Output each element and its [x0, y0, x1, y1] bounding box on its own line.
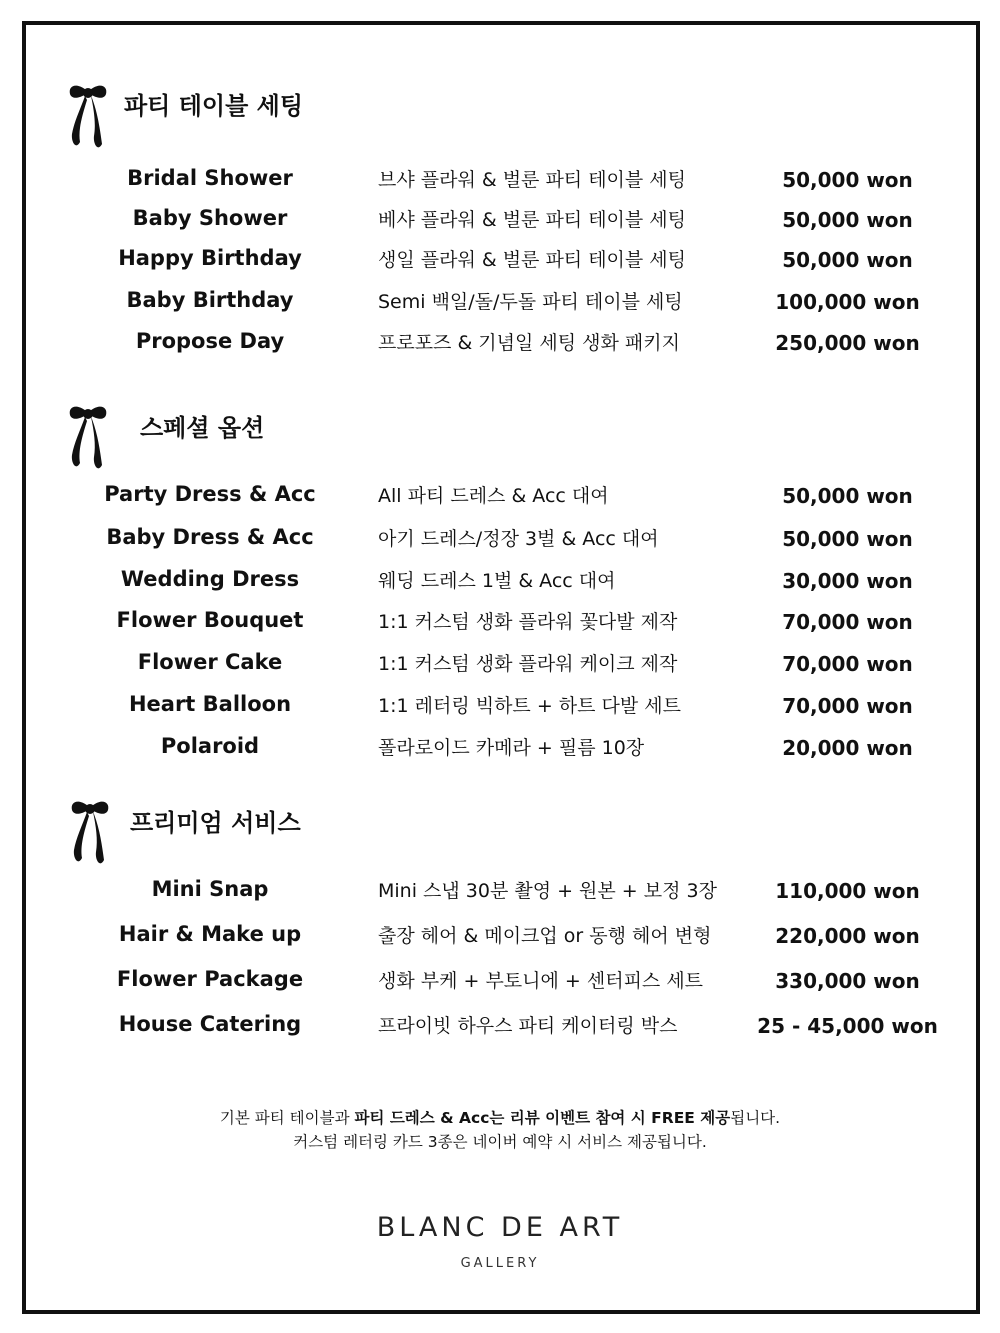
item-price: 330,000 won [775, 969, 920, 993]
item-name: Bridal Shower [127, 166, 293, 190]
item-price: 25 - 45,000 won [757, 1014, 938, 1038]
menu-row [0, 605, 1000, 645]
menu-row [0, 647, 1000, 687]
item-desc: 1:1 레터링 빅하트 + 하트 다발 세트 [378, 695, 681, 717]
menu-row [0, 689, 1000, 729]
item-desc: 1:1 커스텀 생화 플라워 케이크 제작 [378, 653, 678, 675]
item-price: 20,000 won [782, 736, 913, 760]
section-title: 프리미엄 서비스 [130, 809, 301, 837]
menu-row [0, 326, 1000, 366]
menu-row [0, 285, 1000, 325]
item-name: Heart Balloon [128, 692, 292, 716]
item-desc: 생화 부케 + 부토니에 + 센터피스 세트 [378, 970, 704, 992]
menu-row [0, 1009, 1000, 1049]
section-title: 파티 테이블 세팅 [124, 92, 303, 120]
item-name: Hair & Make up [118, 922, 302, 946]
ribbon-bow-icon [66, 403, 110, 473]
item-price: 220,000 won [775, 924, 920, 948]
item-price: 70,000 won [782, 610, 913, 634]
menu-row [0, 964, 1000, 1004]
item-name: Happy Birthday [118, 246, 302, 270]
item-desc: Mini 스냅 30분 촬영 + 원본 + 보정 3장 [378, 880, 717, 902]
menu-row [0, 522, 1000, 562]
note-line-2: 커스텀 레터링 카드 3종은 네이버 예약 시 서비스 제공됩니다. [293, 1133, 707, 1151]
brand-subtitle: GALLERY [460, 1256, 540, 1271]
item-name: Mini Snap [151, 877, 269, 901]
item-desc: 웨딩 드레스 1벌 & Acc 대여 [378, 570, 616, 592]
item-price: 50,000 won [782, 248, 913, 272]
item-name: Baby Dress & Acc [106, 525, 314, 549]
item-price: 100,000 won [775, 290, 920, 314]
ribbon-bow-icon [68, 798, 112, 868]
item-price: 110,000 won [775, 879, 920, 903]
item-desc: 베샤 플라워 & 벌룬 파티 테이블 세팅 [378, 209, 687, 231]
item-name: Party Dress & Acc [104, 482, 316, 506]
item-name: Polaroid [160, 734, 260, 758]
brand-logo: BLANC DE ART [376, 1212, 624, 1243]
item-price: 70,000 won [782, 652, 913, 676]
item-desc: All 파티 드레스 & Acc 대여 [378, 485, 609, 507]
item-desc: 브샤 플라워 & 벌룬 파티 테이블 세팅 [378, 169, 687, 191]
item-desc: 1:1 커스텀 생화 플라워 꽃다발 제작 [378, 611, 678, 633]
menu-row [0, 731, 1000, 771]
item-price: 250,000 won [775, 331, 920, 355]
item-price: 30,000 won [782, 569, 913, 593]
section-title: 스페셜 옵션 [140, 414, 265, 442]
note-line-1 [0, 1106, 1000, 1130]
item-desc: 출장 헤어 & 메이크업 or 동행 헤어 변형 [378, 925, 712, 947]
item-price: 50,000 won [782, 168, 913, 192]
item-name: Baby Birthday [126, 288, 294, 312]
menu-row [0, 479, 1000, 519]
menu-row [0, 874, 1000, 914]
item-name: Baby Shower [132, 206, 288, 230]
note-suffix: 됩니다. [730, 1109, 781, 1127]
item-desc: Semi 백일/돌/두돌 파티 테이블 세팅 [378, 291, 683, 313]
menu-row [0, 243, 1000, 283]
item-desc: 폴라로이드 카메라 + 필름 10장 [378, 737, 645, 759]
item-name: Flower Cake [137, 650, 283, 674]
menu-row [0, 203, 1000, 243]
item-desc: 아기 드레스/정장 3벌 & Acc 대여 [378, 528, 659, 550]
item-price: 50,000 won [782, 484, 913, 508]
item-desc: 프로포즈 & 기념일 세팅 생화 패키지 [378, 332, 680, 354]
item-name: House Catering [118, 1012, 302, 1036]
ribbon-bow-icon [66, 82, 110, 152]
menu-row [0, 919, 1000, 959]
menu-row [0, 564, 1000, 604]
item-name: Flower Package [116, 967, 304, 991]
item-name: Flower Bouquet [116, 608, 304, 632]
footer-notes [0, 1106, 1000, 1154]
item-name: Propose Day [135, 329, 285, 353]
item-price: 50,000 won [782, 208, 913, 232]
note-prefix: 기본 파티 테이블과 [219, 1109, 355, 1127]
item-price: 50,000 won [782, 527, 913, 551]
menu-row [0, 163, 1000, 203]
item-desc: 생일 플라워 & 벌룬 파티 테이블 세팅 [378, 249, 687, 271]
note-bold: 파티 드레스 & Acc는 리뷰 이벤트 참여 시 FREE 제공 [354, 1109, 731, 1127]
item-desc: 프라이빗 하우스 파티 케이터링 박스 [378, 1015, 678, 1037]
item-name: Wedding Dress [120, 567, 300, 591]
item-price: 70,000 won [782, 694, 913, 718]
